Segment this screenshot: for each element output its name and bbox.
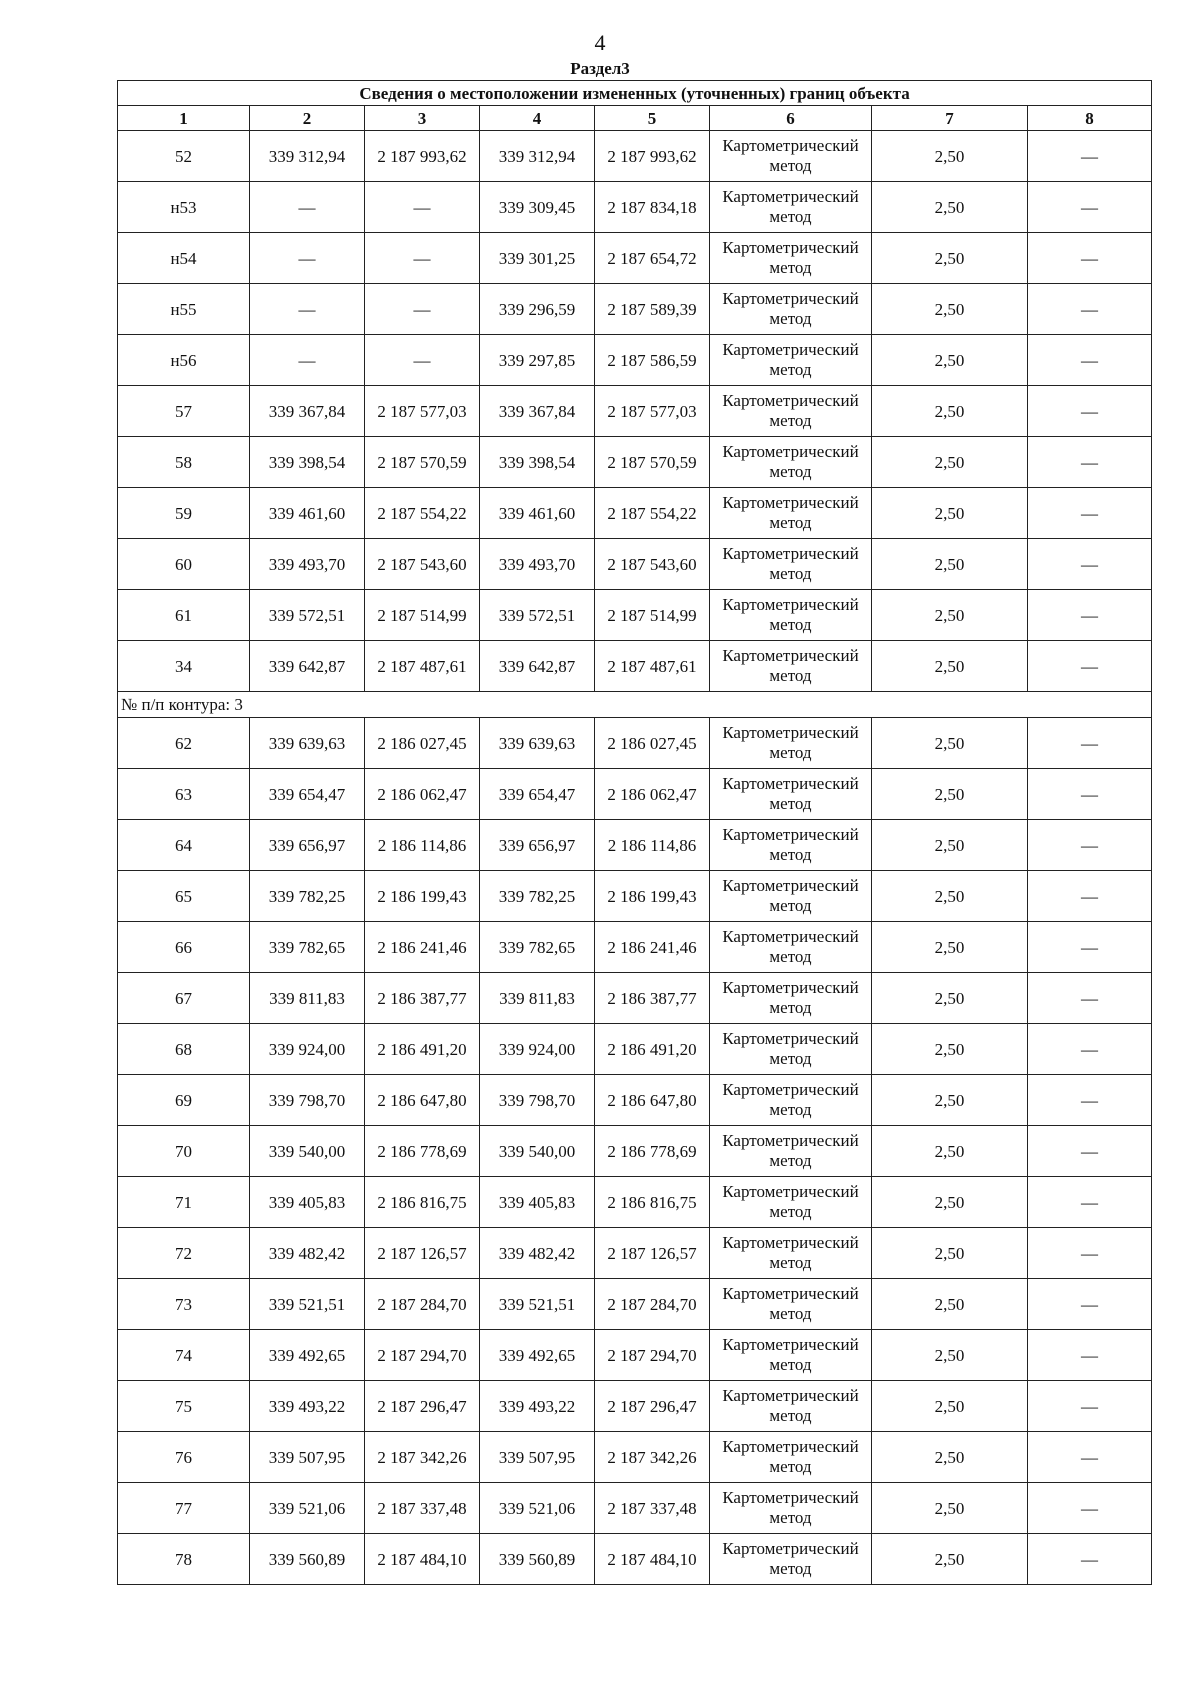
table-row bbox=[118, 539, 1152, 590]
x-old-cell: 339 656,97 bbox=[250, 820, 365, 871]
y-old-cell: 2 187 126,57 bbox=[365, 1228, 480, 1279]
point-number-cell: 60 bbox=[118, 539, 250, 590]
description-cell: — bbox=[1028, 539, 1152, 590]
y-old-cell: 2 187 570,59 bbox=[365, 437, 480, 488]
x-new-cell: 339 492,65 bbox=[480, 1330, 595, 1381]
method-cell: Картометрический метод bbox=[710, 539, 872, 590]
x-new-cell: 339 309,45 bbox=[480, 182, 595, 233]
y-old-cell: 2 186 199,43 bbox=[365, 871, 480, 922]
accuracy-cell: 2,50 bbox=[872, 1330, 1028, 1381]
point-number-cell: 68 bbox=[118, 1024, 250, 1075]
y-old-cell: 2 187 487,61 bbox=[365, 641, 480, 692]
y-new-cell: 2 186 647,80 bbox=[595, 1075, 710, 1126]
description-cell: — bbox=[1028, 182, 1152, 233]
point-number-cell: 73 bbox=[118, 1279, 250, 1330]
accuracy-cell: 2,50 bbox=[872, 1483, 1028, 1534]
y-old-cell: 2 187 294,70 bbox=[365, 1330, 480, 1381]
y-new-cell: 2 187 654,72 bbox=[595, 233, 710, 284]
x-old-cell: 339 654,47 bbox=[250, 769, 365, 820]
method-cell: Картометрический метод bbox=[710, 1228, 872, 1279]
x-new-cell: 339 312,94 bbox=[480, 131, 595, 182]
table-row bbox=[118, 1279, 1152, 1330]
x-old-cell: 339 492,65 bbox=[250, 1330, 365, 1381]
method-cell: Картометрический метод bbox=[710, 1279, 872, 1330]
accuracy-cell: 2,50 bbox=[872, 1432, 1028, 1483]
table-row bbox=[118, 182, 1152, 233]
table-row bbox=[118, 641, 1152, 692]
description-cell: — bbox=[1028, 1228, 1152, 1279]
x-new-cell: 339 654,47 bbox=[480, 769, 595, 820]
description-cell: — bbox=[1028, 284, 1152, 335]
boundary-table bbox=[117, 80, 1152, 1585]
accuracy-cell: 2,50 bbox=[872, 1279, 1028, 1330]
point-number-cell: 76 bbox=[118, 1432, 250, 1483]
accuracy-cell: 2,50 bbox=[872, 590, 1028, 641]
y-new-cell: 2 186 027,45 bbox=[595, 718, 710, 769]
x-new-cell: 339 301,25 bbox=[480, 233, 595, 284]
x-old-cell: 339 798,70 bbox=[250, 1075, 365, 1126]
method-cell: Картометрический метод bbox=[710, 335, 872, 386]
accuracy-cell: 2,50 bbox=[872, 1126, 1028, 1177]
description-cell: — bbox=[1028, 437, 1152, 488]
method-cell: Картометрический метод bbox=[710, 769, 872, 820]
x-old-cell: 339 924,00 bbox=[250, 1024, 365, 1075]
table-row bbox=[118, 488, 1152, 539]
point-number-cell: 77 bbox=[118, 1483, 250, 1534]
y-old-cell: 2 186 647,80 bbox=[365, 1075, 480, 1126]
x-old-cell: 339 461,60 bbox=[250, 488, 365, 539]
y-new-cell: 2 187 554,22 bbox=[595, 488, 710, 539]
y-old-cell: 2 187 993,62 bbox=[365, 131, 480, 182]
y-old-cell: 2 186 241,46 bbox=[365, 922, 480, 973]
description-cell: — bbox=[1028, 973, 1152, 1024]
column-number: 4 bbox=[480, 106, 595, 131]
method-cell: Картометрический метод bbox=[710, 488, 872, 539]
accuracy-cell: 2,50 bbox=[872, 284, 1028, 335]
description-cell: — bbox=[1028, 1330, 1152, 1381]
table-caption: Сведения о местоположении измененных (уточненных) границ объекта bbox=[118, 81, 1152, 106]
x-new-cell: 339 493,70 bbox=[480, 539, 595, 590]
x-new-cell: 339 540,00 bbox=[480, 1126, 595, 1177]
column-number: 3 bbox=[365, 106, 480, 131]
y-new-cell: 2 187 514,99 bbox=[595, 590, 710, 641]
x-old-cell: — bbox=[250, 233, 365, 284]
description-cell: — bbox=[1028, 769, 1152, 820]
method-cell: Картометрический метод bbox=[710, 718, 872, 769]
x-old-cell: 339 367,84 bbox=[250, 386, 365, 437]
y-old-cell: 2 187 543,60 bbox=[365, 539, 480, 590]
section-title: Раздел3 bbox=[570, 59, 630, 78]
table-row bbox=[118, 1177, 1152, 1228]
column-number: 2 bbox=[250, 106, 365, 131]
x-new-cell: 339 639,63 bbox=[480, 718, 595, 769]
method-cell: Картометрический метод bbox=[710, 1177, 872, 1228]
method-cell: Картометрический метод bbox=[710, 590, 872, 641]
y-old-cell: 2 187 484,10 bbox=[365, 1534, 480, 1585]
y-old-cell: — bbox=[365, 182, 480, 233]
x-new-cell: 339 656,97 bbox=[480, 820, 595, 871]
method-cell: Картометрический метод bbox=[710, 233, 872, 284]
accuracy-cell: 2,50 bbox=[872, 488, 1028, 539]
description-cell: — bbox=[1028, 922, 1152, 973]
table-row bbox=[118, 590, 1152, 641]
x-new-cell: 339 507,95 bbox=[480, 1432, 595, 1483]
x-new-cell: 339 642,87 bbox=[480, 641, 595, 692]
description-cell: — bbox=[1028, 1483, 1152, 1534]
point-number-cell: 59 bbox=[118, 488, 250, 539]
accuracy-cell: 2,50 bbox=[872, 641, 1028, 692]
x-new-cell: 339 461,60 bbox=[480, 488, 595, 539]
x-old-cell: 339 521,51 bbox=[250, 1279, 365, 1330]
column-number: 8 bbox=[1028, 106, 1152, 131]
x-old-cell: 339 642,87 bbox=[250, 641, 365, 692]
y-old-cell: 2 187 514,99 bbox=[365, 590, 480, 641]
method-cell: Картометрический метод bbox=[710, 1381, 872, 1432]
table-row bbox=[118, 1330, 1152, 1381]
description-cell: — bbox=[1028, 1534, 1152, 1585]
y-new-cell: 2 187 294,70 bbox=[595, 1330, 710, 1381]
accuracy-cell: 2,50 bbox=[872, 973, 1028, 1024]
method-cell: Картометрический метод bbox=[710, 922, 872, 973]
point-number-cell: н55 bbox=[118, 284, 250, 335]
description-cell: — bbox=[1028, 1075, 1152, 1126]
table-row bbox=[118, 1075, 1152, 1126]
table-row bbox=[118, 386, 1152, 437]
description-cell: — bbox=[1028, 386, 1152, 437]
description-cell: — bbox=[1028, 488, 1152, 539]
y-old-cell: — bbox=[365, 335, 480, 386]
y-new-cell: 2 186 816,75 bbox=[595, 1177, 710, 1228]
point-number-cell: 70 bbox=[118, 1126, 250, 1177]
point-number-cell: 61 bbox=[118, 590, 250, 641]
x-old-cell: — bbox=[250, 182, 365, 233]
point-number-cell: 72 bbox=[118, 1228, 250, 1279]
method-cell: Картометрический метод bbox=[710, 1075, 872, 1126]
point-number-cell: н53 bbox=[118, 182, 250, 233]
y-new-cell: 2 187 296,47 bbox=[595, 1381, 710, 1432]
description-cell: — bbox=[1028, 1024, 1152, 1075]
accuracy-cell: 2,50 bbox=[872, 1228, 1028, 1279]
accuracy-cell: 2,50 bbox=[872, 1381, 1028, 1432]
y-new-cell: 2 186 387,77 bbox=[595, 973, 710, 1024]
table-row bbox=[118, 871, 1152, 922]
point-number-cell: 65 bbox=[118, 871, 250, 922]
point-number-cell: 62 bbox=[118, 718, 250, 769]
method-cell: Картометрический метод bbox=[710, 1432, 872, 1483]
column-number: 5 bbox=[595, 106, 710, 131]
method-cell: Картометрический метод bbox=[710, 386, 872, 437]
point-number-cell: 78 bbox=[118, 1534, 250, 1585]
accuracy-cell: 2,50 bbox=[872, 233, 1028, 284]
y-new-cell: 2 187 570,59 bbox=[595, 437, 710, 488]
x-new-cell: 339 493,22 bbox=[480, 1381, 595, 1432]
y-old-cell: 2 186 816,75 bbox=[365, 1177, 480, 1228]
table-row bbox=[118, 1432, 1152, 1483]
table-row bbox=[118, 233, 1152, 284]
y-new-cell: 2 187 284,70 bbox=[595, 1279, 710, 1330]
table-row bbox=[118, 973, 1152, 1024]
method-cell: Картометрический метод bbox=[710, 973, 872, 1024]
point-number-cell: 52 bbox=[118, 131, 250, 182]
x-new-cell: 339 296,59 bbox=[480, 284, 595, 335]
y-new-cell: 2 187 543,60 bbox=[595, 539, 710, 590]
x-old-cell: — bbox=[250, 335, 365, 386]
method-cell: Картометрический метод bbox=[710, 1024, 872, 1075]
x-old-cell: 339 811,83 bbox=[250, 973, 365, 1024]
column-number: 1 bbox=[118, 106, 250, 131]
y-old-cell: 2 186 114,86 bbox=[365, 820, 480, 871]
y-new-cell: 2 187 487,61 bbox=[595, 641, 710, 692]
y-old-cell: 2 187 554,22 bbox=[365, 488, 480, 539]
description-cell: — bbox=[1028, 820, 1152, 871]
table-row bbox=[118, 437, 1152, 488]
x-new-cell: 339 572,51 bbox=[480, 590, 595, 641]
method-cell: Картометрический метод bbox=[710, 284, 872, 335]
description-cell: — bbox=[1028, 131, 1152, 182]
column-number: 6 bbox=[710, 106, 872, 131]
y-old-cell: 2 187 342,26 bbox=[365, 1432, 480, 1483]
method-cell: Картометрический метод bbox=[710, 1330, 872, 1381]
y-new-cell: 2 187 337,48 bbox=[595, 1483, 710, 1534]
x-old-cell: — bbox=[250, 284, 365, 335]
table-row bbox=[118, 1126, 1152, 1177]
x-new-cell: 339 367,84 bbox=[480, 386, 595, 437]
point-number-cell: 58 bbox=[118, 437, 250, 488]
accuracy-cell: 2,50 bbox=[872, 335, 1028, 386]
description-cell: — bbox=[1028, 641, 1152, 692]
point-number-cell: 63 bbox=[118, 769, 250, 820]
y-new-cell: 2 187 577,03 bbox=[595, 386, 710, 437]
accuracy-cell: 2,50 bbox=[872, 1024, 1028, 1075]
y-new-cell: 2 187 834,18 bbox=[595, 182, 710, 233]
x-new-cell: 339 398,54 bbox=[480, 437, 595, 488]
x-new-cell: 339 798,70 bbox=[480, 1075, 595, 1126]
y-old-cell: 2 187 577,03 bbox=[365, 386, 480, 437]
y-old-cell: 2 186 027,45 bbox=[365, 718, 480, 769]
method-cell: Картометрический метод bbox=[710, 131, 872, 182]
y-new-cell: 2 187 586,59 bbox=[595, 335, 710, 386]
accuracy-cell: 2,50 bbox=[872, 386, 1028, 437]
method-cell: Картометрический метод bbox=[710, 820, 872, 871]
y-new-cell: 2 186 241,46 bbox=[595, 922, 710, 973]
description-cell: — bbox=[1028, 718, 1152, 769]
description-cell: — bbox=[1028, 1279, 1152, 1330]
y-old-cell: 2 186 778,69 bbox=[365, 1126, 480, 1177]
accuracy-cell: 2,50 bbox=[872, 1177, 1028, 1228]
x-old-cell: 339 493,70 bbox=[250, 539, 365, 590]
description-cell: — bbox=[1028, 1432, 1152, 1483]
description-cell: — bbox=[1028, 1381, 1152, 1432]
y-old-cell: 2 186 387,77 bbox=[365, 973, 480, 1024]
contour-label: № п/п контура: 3 bbox=[118, 692, 1152, 718]
table-row bbox=[118, 1483, 1152, 1534]
y-new-cell: 2 187 484,10 bbox=[595, 1534, 710, 1585]
point-number-cell: 66 bbox=[118, 922, 250, 973]
y-old-cell: — bbox=[365, 284, 480, 335]
x-old-cell: 339 405,83 bbox=[250, 1177, 365, 1228]
y-new-cell: 2 186 114,86 bbox=[595, 820, 710, 871]
point-number-cell: 69 bbox=[118, 1075, 250, 1126]
accuracy-cell: 2,50 bbox=[872, 820, 1028, 871]
description-cell: — bbox=[1028, 590, 1152, 641]
method-cell: Картометрический метод bbox=[710, 437, 872, 488]
column-number: 7 bbox=[872, 106, 1028, 131]
accuracy-cell: 2,50 bbox=[872, 1534, 1028, 1585]
x-new-cell: 339 560,89 bbox=[480, 1534, 595, 1585]
method-cell: Картометрический метод bbox=[710, 1534, 872, 1585]
y-old-cell: 2 186 062,47 bbox=[365, 769, 480, 820]
table-row bbox=[118, 922, 1152, 973]
point-number-cell: 74 bbox=[118, 1330, 250, 1381]
description-cell: — bbox=[1028, 1126, 1152, 1177]
y-old-cell: 2 187 337,48 bbox=[365, 1483, 480, 1534]
contour-label-row bbox=[118, 692, 1152, 718]
table-row bbox=[118, 131, 1152, 182]
method-cell: Картометрический метод bbox=[710, 871, 872, 922]
x-old-cell: 339 312,94 bbox=[250, 131, 365, 182]
y-new-cell: 2 187 126,57 bbox=[595, 1228, 710, 1279]
y-new-cell: 2 186 491,20 bbox=[595, 1024, 710, 1075]
description-cell: — bbox=[1028, 1177, 1152, 1228]
y-new-cell: 2 187 993,62 bbox=[595, 131, 710, 182]
y-new-cell: 2 187 589,39 bbox=[595, 284, 710, 335]
x-old-cell: 339 493,22 bbox=[250, 1381, 365, 1432]
accuracy-cell: 2,50 bbox=[872, 718, 1028, 769]
x-new-cell: 339 521,51 bbox=[480, 1279, 595, 1330]
x-new-cell: 339 405,83 bbox=[480, 1177, 595, 1228]
x-new-cell: 339 297,85 bbox=[480, 335, 595, 386]
method-cell: Картометрический метод bbox=[710, 182, 872, 233]
accuracy-cell: 2,50 bbox=[872, 1075, 1028, 1126]
x-new-cell: 339 811,83 bbox=[480, 973, 595, 1024]
y-new-cell: 2 186 199,43 bbox=[595, 871, 710, 922]
description-cell: — bbox=[1028, 871, 1152, 922]
point-number-cell: н56 bbox=[118, 335, 250, 386]
table-row bbox=[118, 1024, 1152, 1075]
method-cell: Картометрический метод bbox=[710, 1483, 872, 1534]
table-row bbox=[118, 1228, 1152, 1279]
x-old-cell: 339 398,54 bbox=[250, 437, 365, 488]
x-old-cell: 339 482,42 bbox=[250, 1228, 365, 1279]
x-old-cell: 339 560,89 bbox=[250, 1534, 365, 1585]
table-row bbox=[118, 769, 1152, 820]
x-new-cell: 339 482,42 bbox=[480, 1228, 595, 1279]
method-cell: Картометрический метод bbox=[710, 1126, 872, 1177]
method-cell: Картометрический метод bbox=[710, 641, 872, 692]
x-old-cell: 339 572,51 bbox=[250, 590, 365, 641]
point-number-cell: н54 bbox=[118, 233, 250, 284]
table-row bbox=[118, 284, 1152, 335]
y-old-cell: 2 187 296,47 bbox=[365, 1381, 480, 1432]
point-number-cell: 67 bbox=[118, 973, 250, 1024]
table-row bbox=[118, 335, 1152, 386]
y-old-cell: 2 187 284,70 bbox=[365, 1279, 480, 1330]
y-old-cell: 2 186 491,20 bbox=[365, 1024, 480, 1075]
x-new-cell: 339 782,25 bbox=[480, 871, 595, 922]
accuracy-cell: 2,50 bbox=[872, 769, 1028, 820]
table-body bbox=[118, 131, 1152, 1585]
accuracy-cell: 2,50 bbox=[872, 182, 1028, 233]
y-new-cell: 2 186 778,69 bbox=[595, 1126, 710, 1177]
y-new-cell: 2 187 342,26 bbox=[595, 1432, 710, 1483]
point-number-cell: 57 bbox=[118, 386, 250, 437]
x-old-cell: 339 521,06 bbox=[250, 1483, 365, 1534]
x-old-cell: 339 782,65 bbox=[250, 922, 365, 973]
accuracy-cell: 2,50 bbox=[872, 539, 1028, 590]
page-number: 4 bbox=[594, 30, 606, 55]
x-old-cell: 339 782,25 bbox=[250, 871, 365, 922]
x-old-cell: 339 540,00 bbox=[250, 1126, 365, 1177]
point-number-cell: 34 bbox=[118, 641, 250, 692]
point-number-cell: 75 bbox=[118, 1381, 250, 1432]
table-row bbox=[118, 1381, 1152, 1432]
accuracy-cell: 2,50 bbox=[872, 871, 1028, 922]
x-new-cell: 339 924,00 bbox=[480, 1024, 595, 1075]
x-old-cell: 339 639,63 bbox=[250, 718, 365, 769]
accuracy-cell: 2,50 bbox=[872, 922, 1028, 973]
table-row bbox=[118, 1534, 1152, 1585]
description-cell: — bbox=[1028, 233, 1152, 284]
point-number-cell: 71 bbox=[118, 1177, 250, 1228]
x-new-cell: 339 521,06 bbox=[480, 1483, 595, 1534]
y-old-cell: — bbox=[365, 233, 480, 284]
point-number-cell: 64 bbox=[118, 820, 250, 871]
x-old-cell: 339 507,95 bbox=[250, 1432, 365, 1483]
accuracy-cell: 2,50 bbox=[872, 131, 1028, 182]
accuracy-cell: 2,50 bbox=[872, 437, 1028, 488]
description-cell: — bbox=[1028, 335, 1152, 386]
y-new-cell: 2 186 062,47 bbox=[595, 769, 710, 820]
x-new-cell: 339 782,65 bbox=[480, 922, 595, 973]
column-number-row bbox=[118, 106, 1152, 131]
table-row bbox=[118, 718, 1152, 769]
table-row bbox=[118, 820, 1152, 871]
